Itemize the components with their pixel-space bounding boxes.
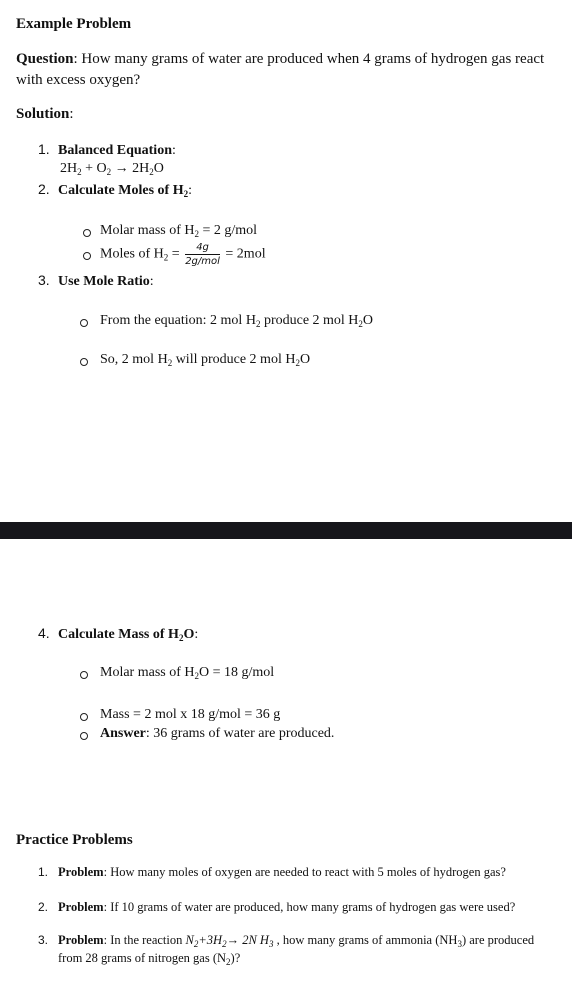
molar-mass-h2: Molar mass of $H_2 = 2$ g/mol xyxy=(100,223,258,239)
mass-calculation: Mass = 2 mol x 18 g/mol = 36 g xyxy=(100,707,281,722)
answer-label: Answer xyxy=(100,726,146,741)
bullet-icon xyxy=(80,671,88,679)
step-2-title: Calculate Moles of $H_2$ xyxy=(58,183,189,199)
practice-problem-3-line-2: from 28 grams of nitrogen gas $(N_2)$? xyxy=(58,951,241,967)
bullet-icon xyxy=(80,732,88,740)
reaction-equation: $N_2+3H_2\to 2N$ $H_3$ xyxy=(185,933,274,949)
answer-line: Answer: 36 grams of water are produced. xyxy=(100,726,335,741)
molar-mass-water: Molar mass of $H_2O = 18$ g/mol xyxy=(100,665,275,681)
moles-fraction: $\frac{4g}{\text{2g/mol}}$ xyxy=(185,242,220,267)
step-1-title: Balanced Equation xyxy=(58,143,172,158)
question-line-1: Question: How many grams of water are produced when 4 grams of hydrogen gas react xyxy=(16,51,545,67)
bullet-icon xyxy=(83,229,91,237)
moles-h2: Moles of $H_2$ = $\frac{4g}{\text{2g/mol}}$ = 2mol xyxy=(100,242,266,267)
bullet-icon xyxy=(80,713,88,721)
mole-ratio-2: So, 2 mol $H_2$ will produce 2 mol $H_2O$ xyxy=(100,352,311,368)
page-divider xyxy=(0,522,572,539)
bullet-icon xyxy=(80,319,88,327)
step-4: 4. Calculate Mass of $H_2O$: xyxy=(38,625,199,643)
step-3: 3. Use Mole Ratio: xyxy=(38,272,154,289)
balanced-equation: $2H_2 + O_2 \to 2H_2O$ xyxy=(60,161,164,177)
page-title: Example Problem xyxy=(16,16,132,32)
step-4-title: Calculate Mass of $H_2O$ xyxy=(58,627,195,643)
step-2: 2. Calculate Moles of $H_2$: xyxy=(38,181,192,199)
question-line-2: with excess oxygen? xyxy=(16,72,141,88)
step-3-title: Use Mole Ratio xyxy=(58,274,150,289)
question-label: Question xyxy=(16,51,74,67)
bullet-icon xyxy=(80,358,88,366)
solution-label: Solution: xyxy=(16,106,74,122)
step-1: 1. Balanced Equation: xyxy=(38,141,176,158)
practice-heading: Practice Problems xyxy=(16,832,133,848)
mole-ratio-1: From the equation: 2 mol $H_2$ produce 2 mol $H_2O$ xyxy=(100,313,374,329)
practice-problem-2: 2. Problem: If 10 grams of water are produced, how many grams of hydrogen gas were used? xyxy=(38,900,516,914)
practice-problem-1: 1. Problem: How many moles of oxygen are needed to react with 5 moles of hydrogen gas? xyxy=(38,865,506,879)
bullet-icon xyxy=(83,252,91,260)
practice-problem-3: 3. Problem: In the reaction $N_2+3H_2\to 2N$ $H_3$ , how many grams of ammonia $(NH_3)$ are produced xyxy=(38,933,535,949)
